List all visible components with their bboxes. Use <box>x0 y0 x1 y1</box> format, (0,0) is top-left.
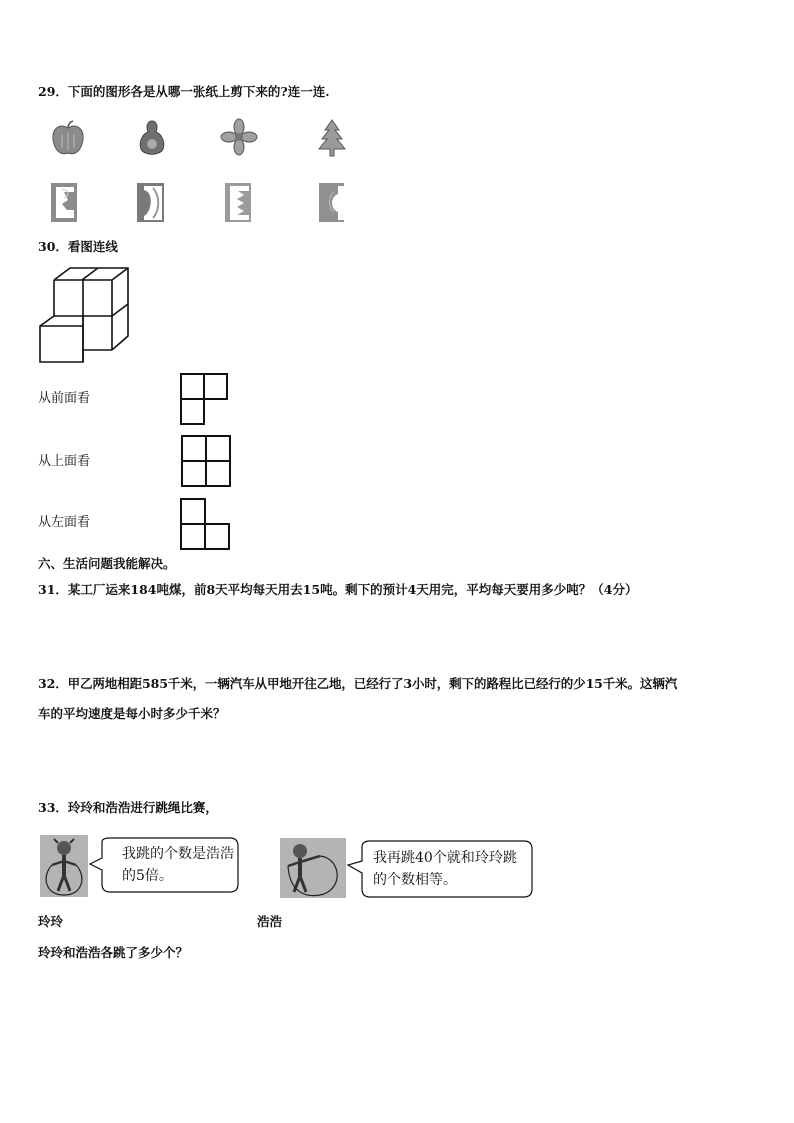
haohao-name: 浩浩 <box>257 914 283 929</box>
question-31: 31．某工厂运来184吨煤，前8天平均每天用去15吨。剩下的预计4天用完，平均每天要用多少吨？（4分） <box>38 582 638 597</box>
view-diagram-c <box>179 497 231 551</box>
question-32-line-2: 车的平均速度是每小时多少千米？ <box>38 706 226 721</box>
question-29: 29．下面的图形各是从哪一张纸上剪下来的?连一连. <box>38 84 330 99</box>
haohao-figure <box>280 838 346 898</box>
paper-b <box>136 182 166 224</box>
lingling-name: 玲玲 <box>38 914 64 929</box>
paper-a <box>50 182 80 224</box>
question-33-ask: 玲玲和浩浩各跳了多少个？ <box>38 945 189 960</box>
haohao-speech-text: 我再跳40个就和玲玲跳的个数相等。 <box>373 850 517 888</box>
view-diagram-b <box>180 434 232 488</box>
question-32-line-1: 32．甲乙两地相距585千米，一辆汽车从甲地开往乙地，已经行了3小时，剩下的路程比已经行的少15千米。这辆汽 <box>38 676 678 691</box>
view-label-front: 从前面看 <box>38 391 91 406</box>
lingling-speech-text: 我跳的个数是浩浩的5倍。 <box>122 846 234 884</box>
apple-icon <box>50 120 86 158</box>
question-33: 33．玲玲和浩浩进行跳绳比赛， <box>38 800 218 815</box>
view-diagram-a <box>179 372 229 426</box>
paper-d <box>318 182 346 224</box>
lingling-figure <box>40 835 88 897</box>
question-30: 30．看图连线 <box>38 239 118 254</box>
paper-c <box>224 182 254 224</box>
view-label-top: 从上面看 <box>38 454 91 469</box>
cube-assembly-figure <box>38 266 134 364</box>
view-label-left: 从左面看 <box>38 515 91 530</box>
gourd-icon <box>136 118 168 158</box>
section-6-title: 六、生活问题我能解决。 <box>38 556 176 571</box>
flower-icon <box>220 118 258 156</box>
tree-icon <box>316 118 348 158</box>
